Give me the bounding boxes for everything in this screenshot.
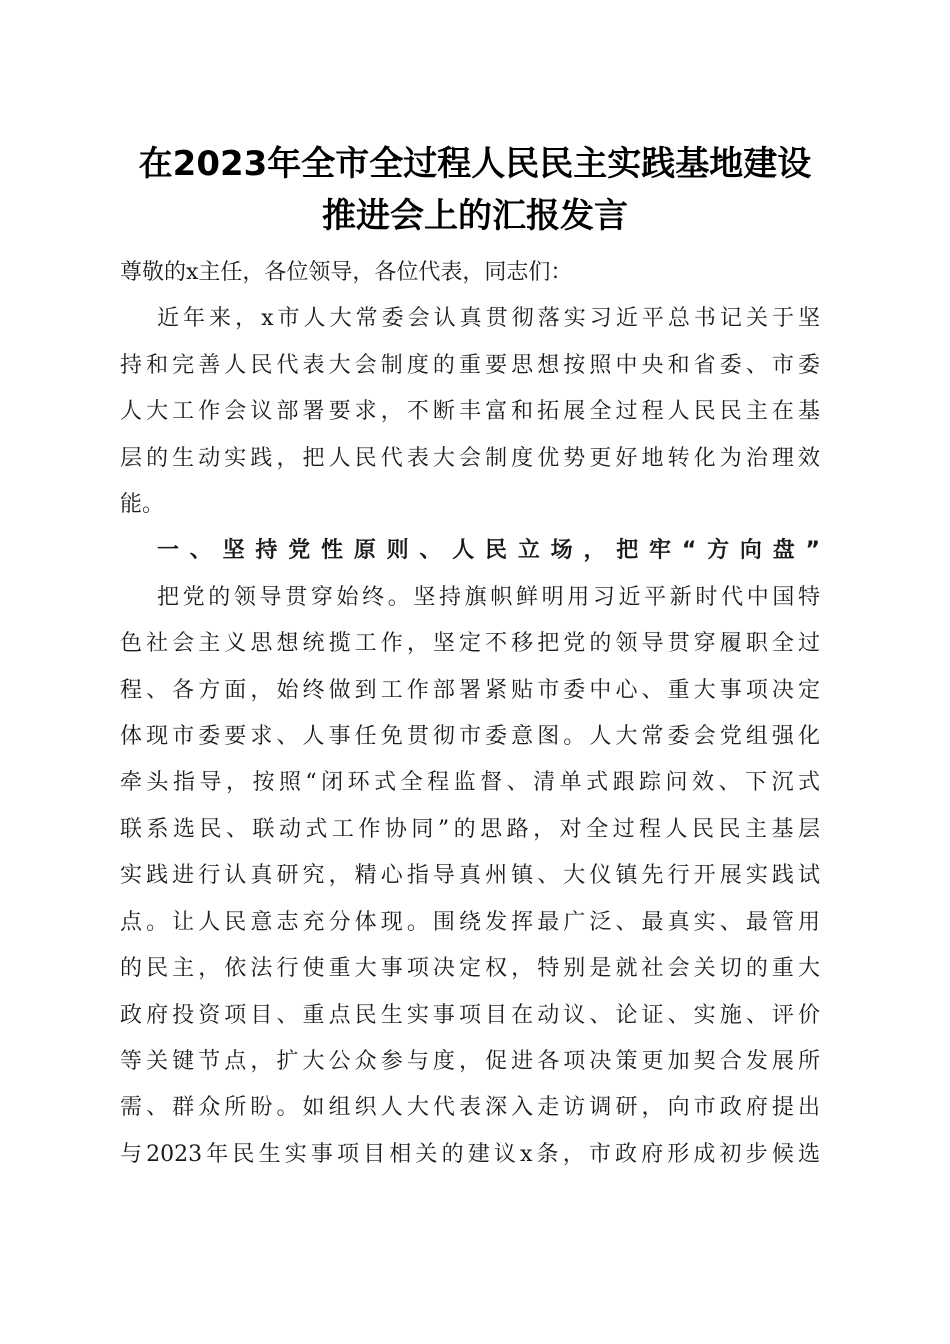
intro-line: 近年来，x市人大常委会认真贯彻落实习近平总书记关于坚 [157, 306, 820, 332]
title-line-1: 在2023年全市全过程人民民主实践基地建设 [138, 144, 812, 184]
section1-line: 需、群众所盼。如组织人大代表深入走访调研，向市政府提出 [120, 1095, 820, 1121]
intro-line: 人大工作会议部署要求，不断丰富和拓展全过程人民民主在基 [120, 399, 820, 425]
section1-line: 的民主，依法行使重大事项决定权，特别是就社会关切的重大 [120, 956, 820, 982]
salutation: 尊敬的x主任，各位领导，各位代表，同志们： [120, 260, 573, 285]
intro-line: 层的生动实践，把人民代表大会制度优势更好地转化为治理效 [120, 445, 820, 471]
section1-line: 色社会主义思想统揽工作，坚定不移把党的领导贯穿履职全过 [120, 631, 820, 657]
section-heading-1: 一、坚持党性原则、人民立场，把牢“方向盘” [157, 538, 820, 564]
section1-line: 政府投资项目、重点民生实事项目在动议、论证、实施、评价 [120, 1002, 820, 1028]
intro-line: 能。 [120, 492, 165, 518]
section1-line: 实践进行认真研究，精心指导真州镇、大仪镇先行开展实践试 [120, 863, 820, 889]
document-body [120, 250, 820, 1178]
section1-line: 程、各方面，始终做到工作部署紧贴市委中心、重大事项决定 [120, 677, 820, 703]
intro-line: 持和完善人民代表大会制度的重要思想按照中央和省委、市委 [120, 352, 820, 378]
section1-line: 与2023年民生实事项目相关的建议x条，市政府形成初步候选 [120, 1141, 820, 1167]
section1-line: 牵头指导，按照“闭环式全程监督、清单式跟踪问效、下沉式 [120, 770, 820, 796]
section1-line: 点。让人民意志充分体现。围绕发挥最广泛、最真实、最管用 [120, 909, 820, 935]
section1-line: 把党的领导贯穿始终。坚持旗帜鲜明用习近平新时代中国特 [157, 584, 820, 610]
section1-line: 体现市委要求、人事任免贯彻市委意图。人大常委会党组强化 [120, 724, 820, 750]
title-line-2: 推进会上的汇报发言 [322, 196, 628, 236]
document-title [100, 138, 850, 242]
section1-line: 等关键节点，扩大公众参与度，促进各项决策更加契合发展所 [120, 1048, 820, 1074]
section1-line: 联系选民、联动式工作协同”的思路，对全过程人民民主基层 [120, 816, 820, 842]
